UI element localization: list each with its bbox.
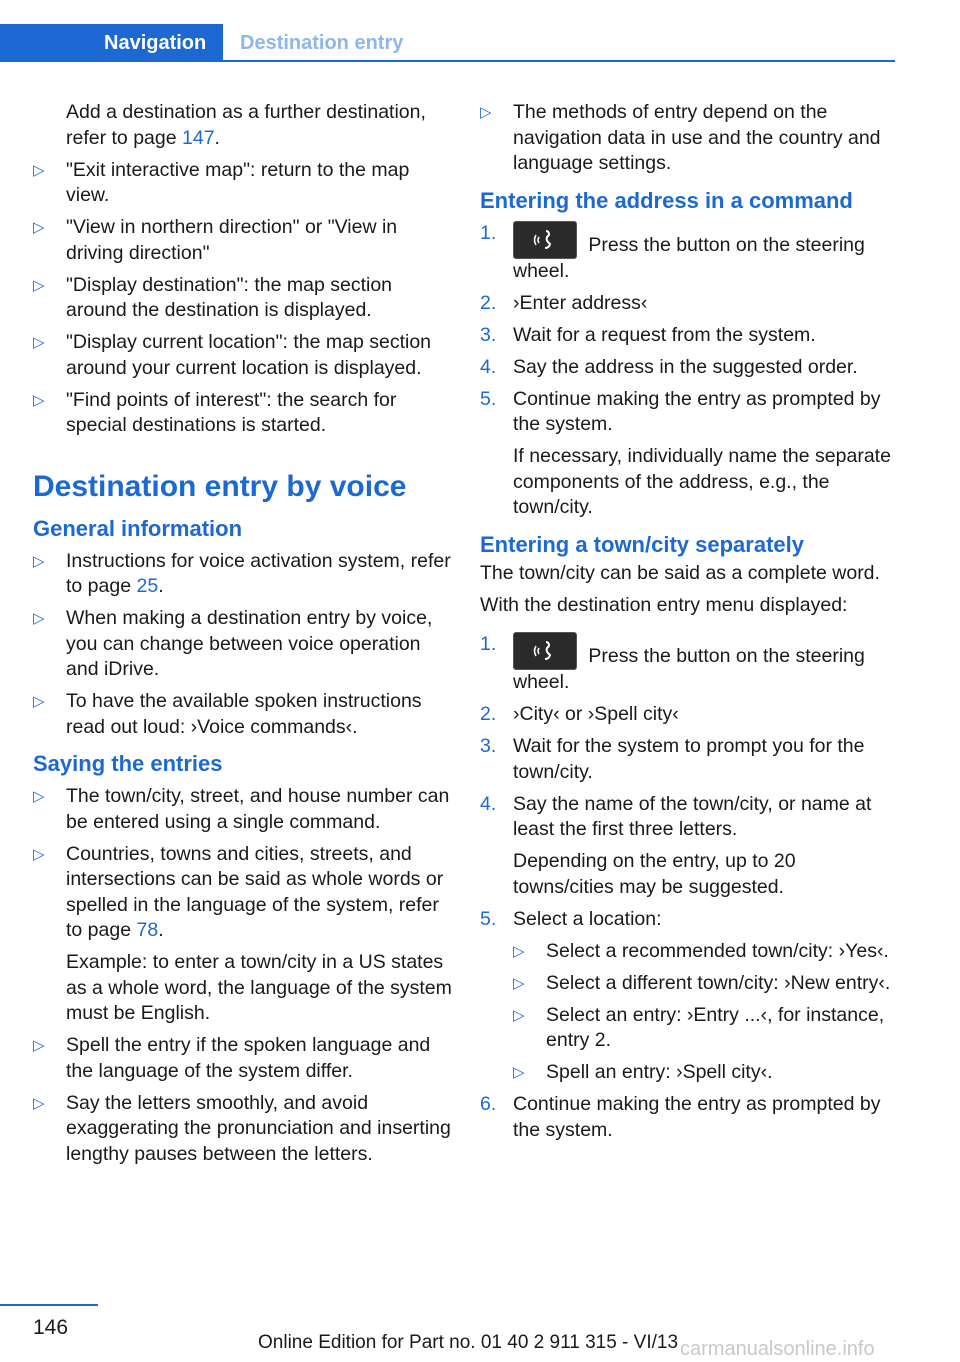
bullet-triangle-icon: ▷	[33, 276, 45, 294]
heading-general-information: General information	[33, 515, 243, 541]
step-item	[480, 734, 900, 785]
step-number: 1.	[480, 633, 497, 655]
step-item	[480, 221, 900, 285]
list-item	[33, 842, 453, 1027]
step-item	[480, 792, 900, 901]
page-link-25[interactable]: 25	[136, 575, 159, 597]
list-item-text: To have the available spoken instructions read out loud: ›Voice commands‹.	[66, 690, 422, 738]
step-text: Press the button on the steering wheel.	[513, 233, 865, 282]
bullet-triangle-icon: ▷	[33, 391, 45, 409]
page-link-78[interactable]: 78	[136, 919, 159, 941]
step-number: 3.	[480, 735, 497, 757]
list-item	[513, 971, 900, 997]
list-item	[33, 388, 453, 439]
bullet-triangle-icon: ▷	[33, 610, 45, 627]
step-extra-text: If necessary, individually name the separate components of the address, e.g., the town/city.	[513, 445, 891, 518]
bullet-triangle-icon: ▷	[33, 1037, 45, 1054]
list-item	[513, 1003, 900, 1054]
step-item	[480, 355, 900, 381]
step-item	[480, 632, 900, 696]
list-item-text: When making a destination entry by voice, you can change between voice operation and iDrive.	[66, 607, 433, 680]
step-text: Select a location:	[513, 907, 662, 930]
town-paragraph-2: With the destination entry menu displayed:	[480, 593, 848, 616]
voice-button-icon	[513, 632, 577, 670]
step-item	[480, 291, 900, 317]
list-item	[33, 1091, 453, 1168]
step-text: Wait for a request from the system.	[513, 323, 816, 346]
step-number: 1.	[480, 221, 497, 244]
heading-entering-address-command: Entering the address in a command	[480, 187, 853, 213]
step-text: Wait for the system to prompt you for the town/city.	[513, 735, 865, 783]
bullet-triangle-icon: ▷	[513, 942, 525, 960]
list-item-text: "Find points of interest": the search for special destinations is started.	[66, 388, 397, 436]
intro-end: .	[214, 126, 220, 149]
step-item	[480, 387, 900, 521]
step-number: 4.	[480, 355, 497, 378]
map-options-list	[33, 158, 453, 439]
bullet-triangle-icon: ▷	[33, 161, 45, 179]
list-item-text: Select a recommended town/city: ›Yes‹.	[546, 939, 889, 962]
section-tab-navigation: Navigation	[0, 24, 223, 62]
list-item-text: "Display current location": the map section around your current location is displayed.	[66, 331, 432, 379]
list-item	[33, 1033, 453, 1084]
bullet-triangle-icon: ▷	[33, 334, 45, 351]
step-number: 2.	[480, 291, 497, 314]
town-steps-list	[480, 632, 900, 1143]
step-number: 5.	[480, 387, 497, 410]
heading-destination-entry-by-voice: Destination entry by voice	[33, 469, 407, 503]
general-info-list	[33, 549, 453, 741]
step-text: Press the button on the steering wheel.	[513, 645, 865, 693]
list-item	[33, 606, 453, 683]
footer-divider	[0, 1304, 98, 1306]
step-text: Say the name of the town/city, or name at least the first three letters.	[513, 792, 872, 840]
step-item	[480, 323, 900, 349]
list-item-text: Spell the entry if the spoken language and the language of the system differ.	[66, 1034, 431, 1082]
step-text: Continue making the entry as prompted by the system.	[513, 1093, 881, 1141]
saying-entries-list	[33, 784, 453, 1167]
heading-saying-the-entries: Saying the entries	[33, 751, 223, 776]
edition-text: Online Edition for Part no. 01 40 2 911 315 - VI/13	[258, 1332, 679, 1353]
command-steps-list	[480, 221, 900, 521]
list-item	[480, 100, 900, 177]
bullet-triangle-icon: ▷	[513, 1064, 525, 1081]
list-item	[33, 158, 453, 209]
list-item-text: Instructions for voice activation system, refer to page	[66, 549, 451, 597]
step-extra-text: Depending on the entry, up to 20 towns/cities may be suggested.	[513, 850, 796, 898]
list-item-end: .	[158, 919, 164, 941]
bullet-triangle-icon: ▷	[33, 552, 45, 570]
step-text: Continue making the entry as prompted by the system.	[513, 387, 881, 435]
list-item-text: Select an entry: ›Entry ...‹, for instance, entry 2.	[546, 1003, 885, 1051]
list-item-text: Select a different town/city: ›New entry‹.	[546, 971, 891, 994]
watermark: carmanualsonline.info	[680, 1338, 875, 1360]
step-number: 4.	[480, 792, 497, 815]
list-item-text: The town/city, street, and house number can be entered using a single command.	[66, 785, 450, 833]
step-text: ›Enter address‹	[513, 291, 648, 314]
list-item-text: "Exit interactive map": return to the map view.	[66, 158, 410, 206]
town-paragraph-1: The town/city can be said as a complete word.	[480, 561, 880, 584]
step-number: 5.	[480, 907, 497, 930]
step-item	[480, 907, 900, 1086]
list-item-text: "Display destination": the map section around the destination is displayed.	[66, 273, 393, 321]
location-options-list	[513, 939, 900, 1086]
list-item-text: Say the letters smoothly, and avoid exaggerating the pronunciation and inserting lengthy pauses between the letters.	[66, 1091, 451, 1165]
list-item-text: The methods of entry depend on the navigation data in use and the country and language settings.	[513, 101, 881, 174]
list-item	[33, 330, 453, 381]
bullet-triangle-icon: ▷	[33, 693, 45, 710]
list-item	[33, 689, 453, 740]
intro-paragraph	[33, 100, 453, 151]
step-number: 3.	[480, 323, 497, 346]
step-text: ›City‹ or ›Spell city‹	[513, 703, 679, 725]
page-link-147[interactable]: 147	[182, 126, 215, 149]
left-column	[33, 100, 453, 1174]
step-item	[480, 1092, 900, 1143]
list-item	[33, 784, 453, 835]
voice-button-icon	[513, 221, 577, 259]
bullet-triangle-icon: ▷	[33, 788, 45, 805]
right-column	[480, 100, 900, 1150]
step-number: 2.	[480, 703, 497, 725]
step-number: 6.	[480, 1093, 497, 1115]
list-item	[33, 273, 453, 324]
page-number: 146	[33, 1316, 69, 1339]
heading-entering-town-separately: Entering a town/city separately	[480, 531, 804, 557]
list-item	[33, 549, 453, 600]
bullet-triangle-icon: ▷	[480, 104, 492, 121]
section-tab-destination-entry: Destination entry	[240, 32, 404, 54]
list-item-text: Spell an entry: ›Spell city‹.	[546, 1061, 773, 1083]
step-item	[480, 702, 900, 728]
intro-text: Add a destination as a further destination, refer to page	[66, 101, 426, 149]
list-item-text: "View in northern direction" or "View in driving direction"	[66, 216, 398, 264]
bullet-triangle-icon: ▷	[33, 845, 45, 863]
page-header	[0, 24, 895, 62]
list-item	[33, 215, 453, 266]
bullet-triangle-icon: ▷	[33, 1094, 45, 1112]
bullet-triangle-icon: ▷	[513, 1006, 525, 1024]
bullet-triangle-icon: ▷	[33, 219, 45, 236]
list-item	[513, 1060, 900, 1086]
list-item	[513, 939, 900, 965]
list-item-end: .	[158, 575, 164, 597]
example-text: Example: to enter a town/city in a US states as a whole word, the language of the system must be English.	[66, 951, 452, 1024]
bullet-triangle-icon: ▷	[513, 974, 525, 992]
list-item-text: Countries, towns and cities, streets, and intersections can be said as whole words or spelled in the language of the system, refer to page	[66, 842, 444, 941]
step-text: Say the address in the suggested order.	[513, 355, 858, 378]
